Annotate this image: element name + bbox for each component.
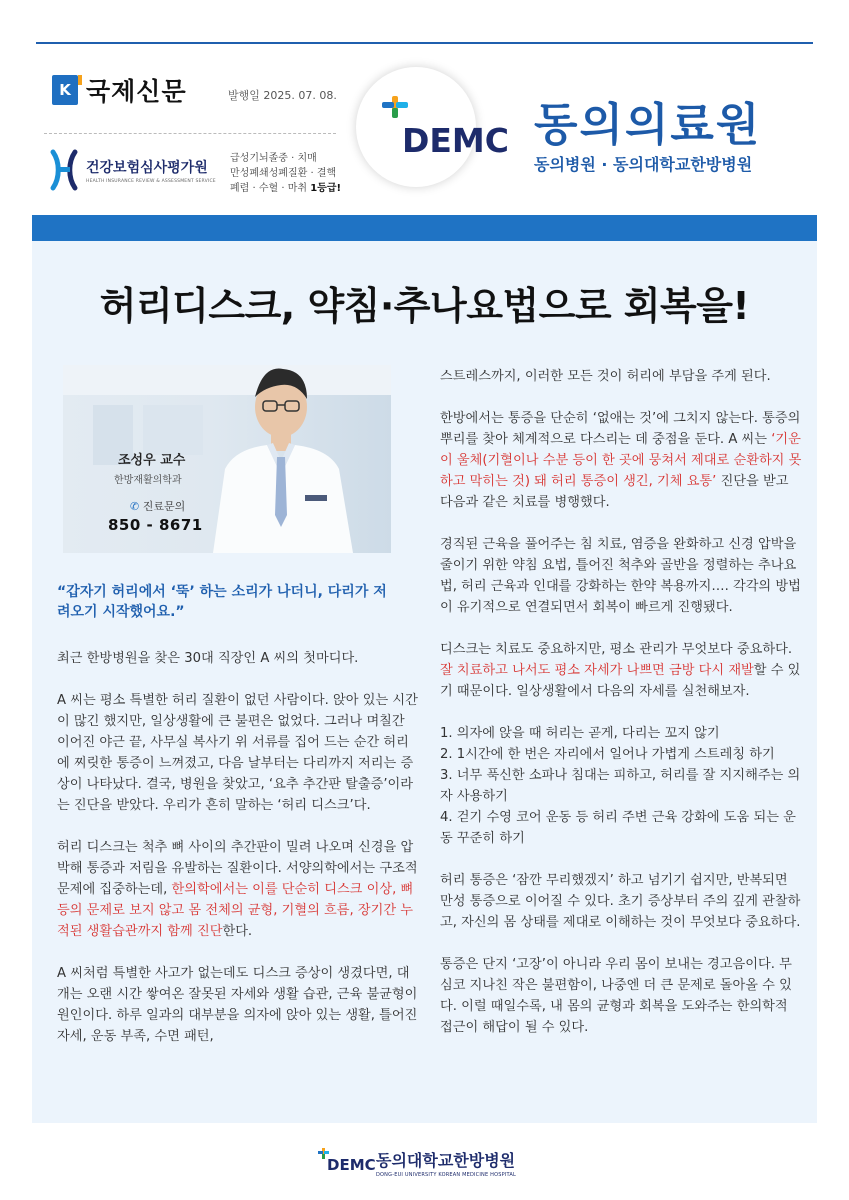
paragraph: 경직된 근육을 풀어주는 침 치료, 염증을 완화하고 신경 압박을 줄이기 위한 약침 요법, 틀어진 척추와 골반을 정렬하는 추나요법, 허리 근육과 인대를 강화하는 한약 복용까지…. 각각의 방법이 유기적으로 연결되면서 회복이 빠르게 진행됐다.	[440, 537, 801, 615]
highlight-text: 잘 치료하고 나서도 평소 자세가 나쁘면 금방 다시 재발	[440, 663, 754, 678]
paragraph: 디스크는 치료도 중요하지만, 평소 관리가 무엇보다 중요하다. 잘 치료하고 나서도 평소 자세가 나쁘면 금방 다시 재발할 수 있기 때문이다. 일상생활에서 다음의 자세를 실천해보자.	[440, 642, 801, 699]
demc-logo	[380, 96, 509, 160]
grade-line-3: 폐렴 · 수혈 · 마취 1등급!	[230, 183, 342, 194]
footer-hospital-english: DONG-EUI UNIVERSITY KOREAN MEDICINE HOSPITAL	[376, 1172, 516, 1178]
footer-hospital-logo	[318, 1148, 516, 1178]
list-item: 3. 너무 푹신한 소파나 침대는 피하고, 허리를 잘 지지해주는 의자 사용하기	[440, 768, 801, 804]
contact-phone-number: 850 - 8671	[108, 516, 203, 534]
top-divider-line	[36, 42, 813, 44]
paragraph: 허리 디스크는 척추 뼈 사이의 추간판이 밀려 나오며 신경을 압박해 통증과 저림을 유발하는 질환이다. 서양의학에서는 구조적 문제에 집중하는데, 한의학에서는 이를 단순히 디스크 이상, 뼈 등의 문제로 보지 않고 몸 전체의 균형, 기혈의 흐름, 장기간 누적된 생활습관까지 함께 진단한다.	[57, 840, 418, 939]
contact-label: ✆ 진료문의	[130, 500, 186, 513]
posture-tips-list	[440, 723, 802, 849]
hira-english-name: HEALTH INSURANCE REVIEW & ASSESSMENT SERVICE	[86, 178, 216, 184]
newspaper-name: 국제신문	[86, 77, 187, 106]
grade-line-1: 급성기뇌졸중 · 치매	[230, 153, 317, 164]
hospital-name: 동의의료원	[534, 98, 762, 151]
phone-icon: ✆	[130, 500, 140, 513]
dashed-divider	[44, 133, 336, 134]
demc-small-logo-icon	[318, 1148, 376, 1174]
highlight-text: ‘기운이 울체(기혈이나 수분 등이 한 곳에 뭉쳐서 제대로 순환하지 못하고 막히는 것) 돼 허리 통증이 생긴, 기체 요통’	[440, 432, 802, 489]
hira-logo	[50, 150, 216, 190]
list-item: 2. 1시간에 한 번은 자리에서 일어나 가볍게 스트레칭 하기	[440, 747, 775, 762]
paragraph: 최근 한방병원을 찾은 30대 직장인 A 씨의 첫마디다.	[57, 651, 359, 666]
highlight-text: 한의학에서는 이를 단순히 디스크 이상, 뼈 등의 문제로 보지 않고 몸 전체의 균형, 기혈의 흐름, 장기간 누적된 생활습관까지 함께 진단	[57, 882, 414, 939]
list-item: 4. 걷기 수영 코어 운동 등 허리 주변 근육 강화에 도움 되는 운동 꾸준히 하기	[440, 810, 796, 846]
kukje-newspaper-logo	[52, 72, 187, 108]
paragraph: A 씨는 평소 특별한 허리 질환이 없던 사람이다. 앉아 있는 시간이 많긴 했지만, 일상생활에 큰 불편은 없었다. 그러나 며칠간 이어진 야근 끝, 사무실 복사기 위 서류를 집어 드는 순간 허리에 찌릿한 통증이 느껴졌고, 다음 날부터는 다리까지 저리는 증상이 나타났다. 결국, 병원을 찾았고, ‘요추 추간판 탈출증’이라는 진단을 받았다. 우리가 흔히 말하는 ‘허리 디스크’다.	[57, 693, 418, 813]
hira-emblem-icon	[50, 150, 78, 190]
paragraph: 통증은 단지 ‘고장’이 아니라 우리 몸이 보내는 경고음이다. 무심코 지나친 작은 불편함이, 나중엔 더 큰 문제로 돌아올 수 있다. 이럴 때일수록, 내 몸의 균형과 회복을 도와주는 한의학적 접근이 해답이 될 수 있다.	[440, 957, 792, 1035]
paragraph: 스트레스까지, 이러한 모든 것이 허리에 부담을 주게 된다.	[440, 369, 771, 384]
publication-date: 발행일 2025. 07. 08.	[228, 89, 337, 102]
footer-logo-text: DEMC	[327, 1156, 376, 1174]
article-right-column	[440, 366, 802, 1038]
kukje-k-icon: K	[52, 75, 78, 105]
footer-hospital-name: 동의대학교한방병원	[376, 1151, 516, 1170]
pull-quote: “갑자기 허리에서 ‘뚝’ 하는 소리가 나더니, 다리가 저려오기 시작했어요.”	[57, 584, 387, 620]
article-left-column	[57, 648, 419, 1047]
article-title: 허리디스크, 약침·추나요법으로 회복을!	[99, 284, 750, 328]
doctor-department: 한방재활의학과	[114, 475, 182, 486]
hospital-subtitle: 동의병원 · 동의대학교한방병원	[534, 155, 753, 174]
list-item: 1. 의자에 앉을 때 허리는 곧게, 다리는 꼬지 않기	[440, 726, 720, 741]
hira-name: 건강보험심사평가원	[86, 159, 208, 176]
paragraph: 허리 통증은 ‘잠깐 무리했겠지’ 하고 넘기기 쉽지만, 반복되면 만성 통증으로 이어질 수 있다. 초기 증상부터 주의 깊게 관찰하고, 자신의 몸 상태를 제대로 이해하는 것이 무엇보다 중요하다.	[440, 873, 801, 930]
paragraph: 한방에서는 통증을 단순히 ‘없애는 것’에 그치지 않는다. 통증의 뿌리를 찾아 체계적으로 다스리는 데 중점을 둔다. A 씨는 ‘기운이 울체(기혈이나 수분 등이 한 곳에 뭉쳐서 제대로 순환하지 못하고 막히는 것) 돼 허리 통증이 생긴, 기체 요통’ 진단을 받고 다음과 같은 치료를 병행했다.	[440, 411, 802, 510]
paragraph: A 씨처럼 특별한 사고가 없는데도 디스크 증상이 생겼다면, 대개는 오랜 시간 쌓여온 잘못된 자세와 생활 습관, 근육 불균형이 원인이다. 하루 일과의 대부분을 의자에 앉아 있는 생활, 틀어진 자세, 운동 부족, 수면 패턴,	[57, 966, 418, 1044]
demc-logo-text: DEMC	[402, 121, 509, 160]
grade-info	[230, 151, 341, 196]
doctor-name: 조성우 교수	[118, 453, 186, 468]
blue-header-bar	[32, 215, 817, 241]
grade-line-2: 만성폐쇄성폐질환 · 결핵	[230, 168, 337, 179]
